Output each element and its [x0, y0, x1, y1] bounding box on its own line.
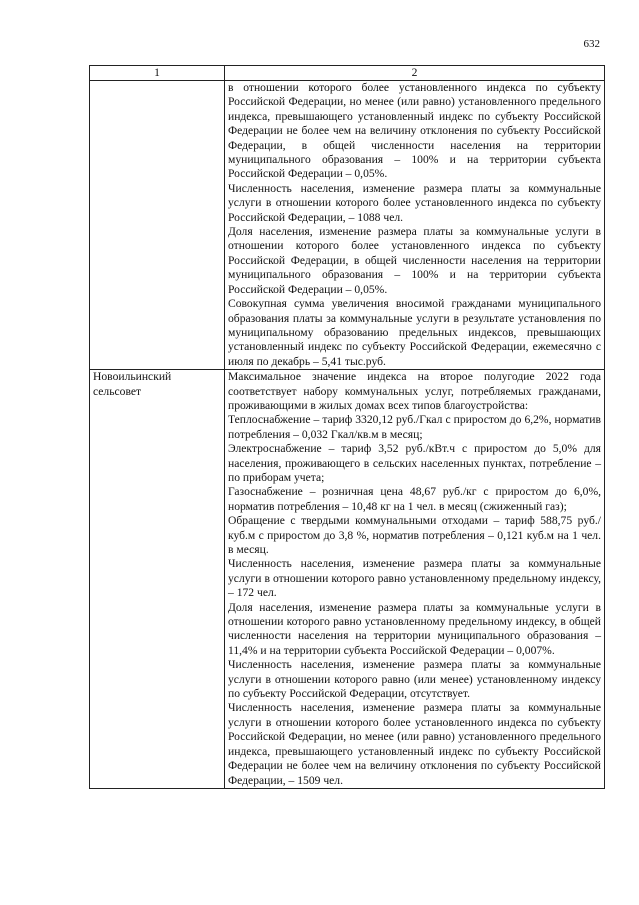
table-row	[90, 81, 605, 370]
column-header-1: 1	[90, 66, 225, 81]
region-cell: Новоильинский сельсовет	[90, 370, 225, 789]
table-row	[90, 370, 605, 789]
paragraph: Обращение с твердыми коммунальными отходами – тариф 588,75 руб./куб.м с приростом до 3,8 %, норматив потребления – 0,121 куб.м на 1 чел. в месяц.	[228, 514, 601, 556]
paragraph: Численность населения, изменение размера платы за коммунальные услуги в отношении которого более установленного индекса по субъекту Российской Федерации, – 1088 чел.	[228, 181, 601, 224]
paragraph: Максимальное значение индекса на второе полугодие 2022 года соответствует набору коммунальных услуг, потребляемых гражданами, проживающими в жилых домах всех типов благоустройства:	[228, 370, 601, 412]
column-header-2: 2	[225, 66, 605, 81]
paragraph: Доля населения, изменение размера платы за коммунальные услуги в отношении которого более установленного индекса по субъекту Российской Федерации, в общей численности населения на территории муниципального образования – 100% и на территории субъекта Российской Федерации – 0,05%.	[228, 225, 601, 296]
paragraph: в отношении которого более установленного индекса по субъекту Российской Федерации, но менее (или равно) установленного предельного индекса, превышающего установленный индекс по субъекту Российской Федерации не более чем на величину отклонения по субъекту Российской Федерации, в общей численности населения на территории муниципального образования – 100% и на территории субъекта Российской Федерации – 0,05%.	[228, 81, 601, 181]
paragraph: Численность населения, изменение размера платы за коммунальные услуги в отношении которого более установленного индекса по субъекту Российской Федерации, но менее (или равно) установленного предельного индекса, превышающего установленный индекс по субъекту Российской Федерации не более чем на величину отклонения по субъекту Российской Федерации, – 1509 чел.	[228, 701, 601, 787]
paragraph: Численность населения, изменение размера платы за коммунальные услуги в отношении которого равно установленному предельному индексу, – 172 чел.	[228, 557, 601, 600]
paragraph: Совокупная сумма увеличения вносимой гражданами муниципального образования платы за коммунальные услуги в результате установления по муниципальному образованию предельных индексов, превышающих установленный индекс по субъекту Российской Федерации, ежемесячно с июля по декабрь – 5,41 тыс.руб.	[228, 297, 601, 368]
paragraph: Численность населения, изменение размера платы за коммунальные услуги в отношении которого равно (или менее) установленному индексу по субъекту Российской Федерации, отсутствует.	[228, 658, 601, 701]
paragraph: Теплоснабжение – тариф 3320,12 руб./Гкал с приростом до 6,2%, норматив потребления – 0,032 Гкал/кв.м в месяц;	[228, 413, 601, 441]
document-table	[89, 65, 605, 789]
region-cell	[90, 81, 225, 370]
page-number: 632	[583, 38, 600, 50]
content-cell	[225, 81, 605, 370]
paragraph: Доля населения, изменение размера платы за коммунальные услуги в отношении которого равно установленному предельному индексу, в общей численности населения на территории муниципального образования – 11,4% и на территории субъекта Российской Федерации – 0,007%.	[228, 600, 601, 657]
table-header-row	[90, 66, 605, 81]
content-cell	[225, 370, 605, 789]
paragraph: Электроснабжение – тариф 3,52 руб./кВт.ч с приростом до 5,0% для населения, проживающего в сельских населенных пунктах, потребление – по приборам учета;	[228, 442, 601, 484]
paragraph: Газоснабжение – розничная цена 48,67 руб./кг с приростом до 6,0%, норматив потребления – 10,48 кг на 1 чел. в месяц (сжиженный газ);	[228, 485, 601, 513]
